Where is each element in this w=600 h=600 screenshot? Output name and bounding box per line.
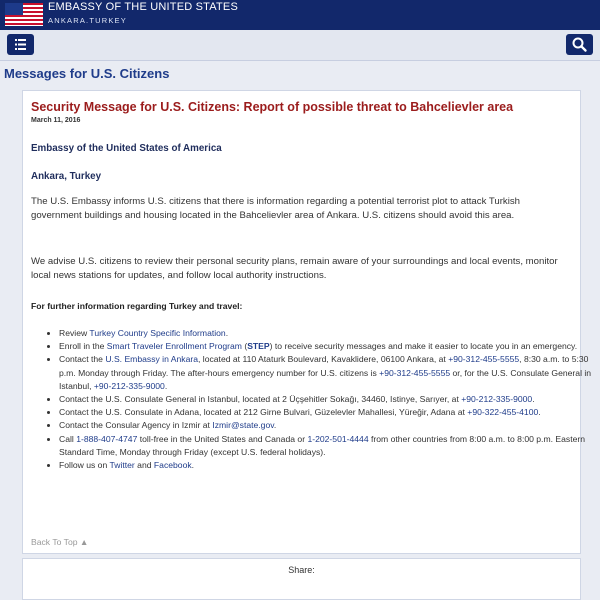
facebook-link[interactable]: Facebook bbox=[153, 460, 192, 471]
list-item: • Call 1-888-407-4747 toll-free in the United States and Canada or 1-202-501-4444 from other countries from 8:00 a.m. to 8:00 p.m. Eastern Standard Time, Monday through Friday (except U.S. federal holidays). bbox=[59, 433, 594, 459]
page-title: Messages for U.S. Citizens bbox=[4, 66, 170, 81]
email-link[interactable]: Izmir@state.gov bbox=[212, 420, 274, 431]
phone-link[interactable]: +90-322-455-4100 bbox=[467, 407, 539, 418]
embassy-subtitle: ANKARA.TURKEY bbox=[48, 16, 127, 25]
country-info-link[interactable]: Turkey Country Specific Information bbox=[89, 328, 226, 338]
toolbar bbox=[0, 30, 600, 61]
search-icon bbox=[566, 34, 593, 55]
list-item: • Review Turkey Country Specific Information. bbox=[59, 327, 594, 340]
message-title: Security Message for U.S. Citizens: Report of possible threat to Bahcelievler area bbox=[31, 100, 514, 114]
list-item: • Contact the U.S. Embassy in Ankara, located at 110 Ataturk Boulevard, Kavaklidere, 06100 Ankara, at +90-312-455-5555, 8:30 a.m. to 5:30 p.m. Monday through Friday. The after-hours emergency number for U.S. citizens is +90-312-455-5555 or, for the U.S. Consulate General in Istanbul, +90-212-335-9000. bbox=[59, 353, 594, 393]
twitter-link[interactable]: Twitter bbox=[109, 460, 135, 471]
message-paragraph-2: We advise U.S. citizens to review their personal security plans, remain aware of your surroundings and local events, monitor local news stations for updates, and follow local authority instructions. bbox=[31, 256, 558, 281]
share-box bbox=[22, 558, 581, 600]
phone-link[interactable]: 1-202-501-4444 bbox=[307, 433, 369, 444]
message-card bbox=[22, 90, 592, 554]
embassy-ankara-link[interactable]: U.S. Embassy in Ankara bbox=[105, 354, 199, 365]
list-item: • Enroll in the Smart Traveler Enrollment Program (STEP) to receive security messages and make it easier to locate you in an emergency. bbox=[59, 340, 594, 353]
step-abbr-link[interactable]: STEP bbox=[247, 341, 270, 352]
phone-link[interactable]: +90-312-455-5555 bbox=[448, 354, 520, 365]
resource-list bbox=[31, 327, 594, 472]
menu-button[interactable] bbox=[7, 34, 34, 55]
list-item: • Contact the U.S. Consulate General in Istanbul, located at 2 Üçşehitler Sokağı, 34460, Istinye, Sarıyer, at +90-212-335-9000. bbox=[59, 393, 594, 406]
menu-icon bbox=[7, 34, 34, 55]
phone-link[interactable]: +90-212-335-9000 bbox=[93, 380, 165, 391]
phone-link[interactable]: +90-312-455-5555 bbox=[379, 367, 451, 378]
embassy-heading: Embassy of the United States of America bbox=[31, 143, 222, 154]
phone-link[interactable]: +90-212-335-9000 bbox=[461, 394, 533, 405]
list-item: • Contact the U.S. Consulate in Adana, located at 212 Girne Bulvari, Güzelevler Mahallesi, Yüreğir, Adana at +90-322-455-4100. bbox=[59, 406, 594, 419]
search-button[interactable] bbox=[566, 34, 593, 55]
share-label: Share: bbox=[288, 565, 315, 575]
list-item: • Follow us on Twitter and Facebook. bbox=[59, 459, 594, 472]
back-to-top-link[interactable]: Back To Top ▲ bbox=[31, 537, 89, 547]
message-date: March 11, 2016 bbox=[31, 117, 81, 124]
phone-link[interactable]: 1-888-407-4747 bbox=[76, 433, 138, 444]
list-item: • Contact the Consular Agency in Izmir at Izmir@state.gov. bbox=[59, 419, 594, 432]
message-paragraph-1: The U.S. Embassy informs U.S. citizens that there is information regarding a potential terrorist plot to attack Turkish government buildings and housing located in the Bahcelievler area of Ankara. U.S. citizens should avoid this area. bbox=[31, 196, 520, 221]
embassy-title[interactable]: EMBASSY OF THE UNITED STATES bbox=[48, 1, 238, 13]
us-flag-icon bbox=[5, 3, 43, 26]
step-link[interactable]: Smart Traveler Enrollment Program bbox=[106, 341, 242, 352]
site-header bbox=[0, 0, 600, 30]
location-heading: Ankara, Turkey bbox=[31, 171, 102, 182]
further-info-heading: For further information regarding Turkey and travel: bbox=[31, 301, 243, 311]
